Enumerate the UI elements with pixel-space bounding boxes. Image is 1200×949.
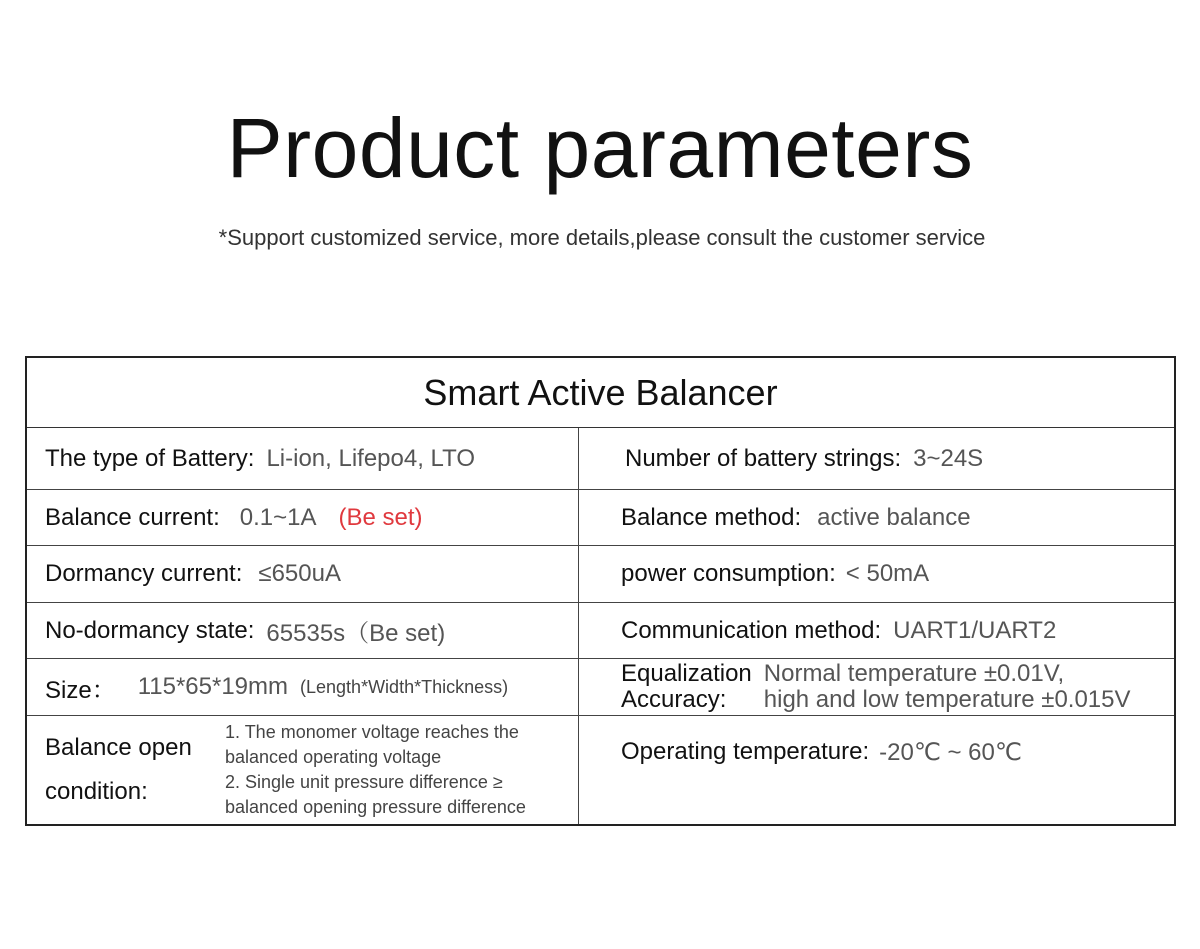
table-cell [27,428,579,489]
balance-open-label-line2: condition: [45,778,148,805]
table-row [27,490,1174,546]
table-cell [27,716,579,824]
balance-method-label: Balance method: [621,503,802,531]
operating-temperature-value: -20℃ ~ 60℃ [879,739,1022,766]
battery-type-label: The type of Battery: [45,444,255,472]
table-cell [579,659,1176,715]
size-note: (Length*Width*Thickness) [300,676,509,697]
table-row [27,546,1174,603]
operating-temperature-label: Operating temperature: [621,738,870,765]
power-consumption-value: < 50mA [845,560,930,587]
dormancy-current-label: Dormancy current: [45,560,243,587]
no-dormancy-value: 65535s（Be set) [266,620,446,647]
no-dormancy-label: No-dormancy state: [45,616,255,644]
parameter-table [25,356,1176,826]
table-row [27,716,1174,824]
battery-strings-label: Number of battery strings: [625,444,902,472]
balance-open-condition [45,720,526,820]
battery-strings-value: 3~24S [913,444,984,472]
balance-current-note: (Be set) [338,503,423,531]
size-value: 115*65*19mm [137,673,289,700]
table-cell [27,546,579,602]
condition-detail-line: balanced operating voltage [225,747,442,767]
balance-current-value: 0.1~1A [239,503,317,531]
battery-type-value: Li-ion, Lifepo4, LTO [266,444,476,472]
condition-detail-line: balanced opening pressure difference [225,797,526,817]
communication-method-value: UART1/UART2 [893,616,1057,644]
balance-open-detail [225,720,526,820]
table-cell [27,490,579,545]
equalization-value-line1: Normal temperature ±0.01V, [763,660,1065,687]
page-title: Product parameters [226,101,974,195]
table-cell [579,603,1176,658]
table-cell [579,546,1176,602]
page-subtitle: *Support customized service, more details,please consult the customer service [218,225,986,250]
balance-current-label: Balance current: [45,503,220,531]
condition-detail-line: 2. Single unit pressure difference ≥ [225,772,503,792]
power-consumption-label: power consumption: [621,560,836,587]
table-row [27,428,1174,490]
table-header: Smart Active Balancer [27,358,1174,428]
communication-method-label: Communication method: [621,616,882,644]
dormancy-current-value: ≤650uA [258,560,341,587]
balance-method-value: active balance [817,503,971,531]
balance-open-label [45,726,225,814]
condition-detail-line: 1. The monomer voltage reaches the [225,722,519,742]
table-cell [579,716,1176,824]
equalization-label-line2: Accuracy: [621,686,727,713]
equalization-accuracy [621,661,1131,713]
equalization-label-line1: Equalization [621,660,752,687]
table-cell [579,428,1176,489]
size-label: Size： [45,676,116,704]
table-row [27,603,1174,659]
equalization-value-line2: high and low temperature ±0.015V [763,686,1131,713]
balance-open-label-line1: Balance open [45,734,192,761]
table-cell [27,603,579,658]
table-cell [579,490,1176,545]
table-cell [27,659,579,715]
table-row [27,659,1174,716]
